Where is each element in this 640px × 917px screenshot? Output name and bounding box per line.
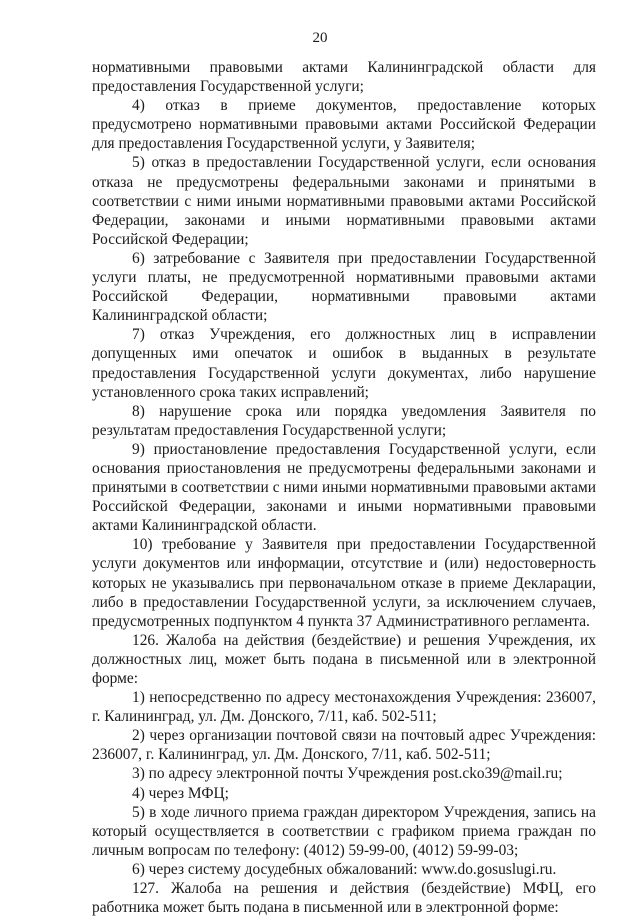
paragraph-clause-126-item-4: 4) через МФЦ; <box>132 784 229 802</box>
paragraph-clause-126-item-3: 3) по адресу электронной почты Учреждения post.cko39@mail.ru; <box>132 765 563 783</box>
paragraph-item-5: 5) отказ в предоставлении Государственной услуги, если основания отказа не предусмотрены федеральными законами и принятыми в соответствии с ними иными нормативными правовыми актами Российской Федерации, законами и иными нормативными правовыми актами Российской Федерации; <box>92 154 596 248</box>
page-number: 20 <box>312 30 328 46</box>
paragraph-continuation: нормативными правовыми актами Калининградской области для предоставления Государственной услуги; <box>92 59 596 96</box>
paragraph-item-6: 6) затребование с Заявителя при предоставлении Государственной услуги платы, не предусмотренной нормативными правовыми актами Российской Федерации, нормативными правовыми актами Калининградской области; <box>92 249 596 325</box>
paragraph-clause-126: 126. Жалоба на действия (бездействие) и решения Учреждения, их должностных лиц, может быть подана в письменной или в электронной форме: <box>92 631 596 687</box>
paragraph-clause-126-item-6: 6) через систему досудебных обжалований: www.do.gosuslugi.ru. <box>132 860 557 878</box>
paragraph-item-4: 4) отказ в приеме документов, предоставление которых предусмотрено нормативными правовыми актами Российской Федерации для предоставления Государственной услуги, у Заявителя; <box>92 97 596 153</box>
paragraph-item-8: 8) нарушение срока или порядка уведомления Заявителя по результатам предоставления Государственной услуги; <box>92 402 596 439</box>
paragraph-clause-127: 127. Жалоба на решения и действия (бездействие) МФЦ, его работника может быть подана в письменной или в электронной форме: <box>92 880 596 917</box>
document-body <box>92 58 596 917</box>
paragraph-item-10: 10) требование у Заявителя при предоставлении Государственной услуги документов или информации, отсутствие и (или) недостоверность которых не указывались при первоначальном отказе в приеме Декларации, либо в предоставлении Государственной услуги, за исключением случаев, предусмотренных подпунктом 4 пункта 37 Административного регламента. <box>92 536 596 630</box>
paragraph-clause-126-item-1: 1) непосредственно по адресу местонахождения Учреждения: 236007, г. Калининград, ул. Дм. Донского, 7/11, каб. 502-511; <box>92 689 596 726</box>
paragraph-item-9: 9) приостановление предоставления Государственной услуги, если основания приостановления не предусмотрены федеральными законами и принятыми в соответствии с ними иными нормативными правовыми актами Российской Федерации, законами и иными нормативными правовыми актами Калининградской области. <box>92 440 596 535</box>
paragraph-clause-126-item-2: 2) через организации почтовой связи на почтовый адрес Учреждения: 236007, г. Калининград, ул. Дм. Донского, 7/11, каб. 502-511; <box>92 727 596 764</box>
paragraph-clause-126-item-5: 5) в ходе личного приема граждан директором Учреждения, запись на который осуществляется в соответствии с графиком приема граждан по личным вопросам по телефону: (4012) 59-99-00, (4012) 59-99-03; <box>92 803 596 859</box>
paragraph-item-7: 7) отказ Учреждения, его должностных лиц в исправлении допущенных ими опечаток и ошибок в выданных в результате предоставления Государственной услуги документах, либо нарушение установленного срока таких исправлений; <box>92 326 596 401</box>
